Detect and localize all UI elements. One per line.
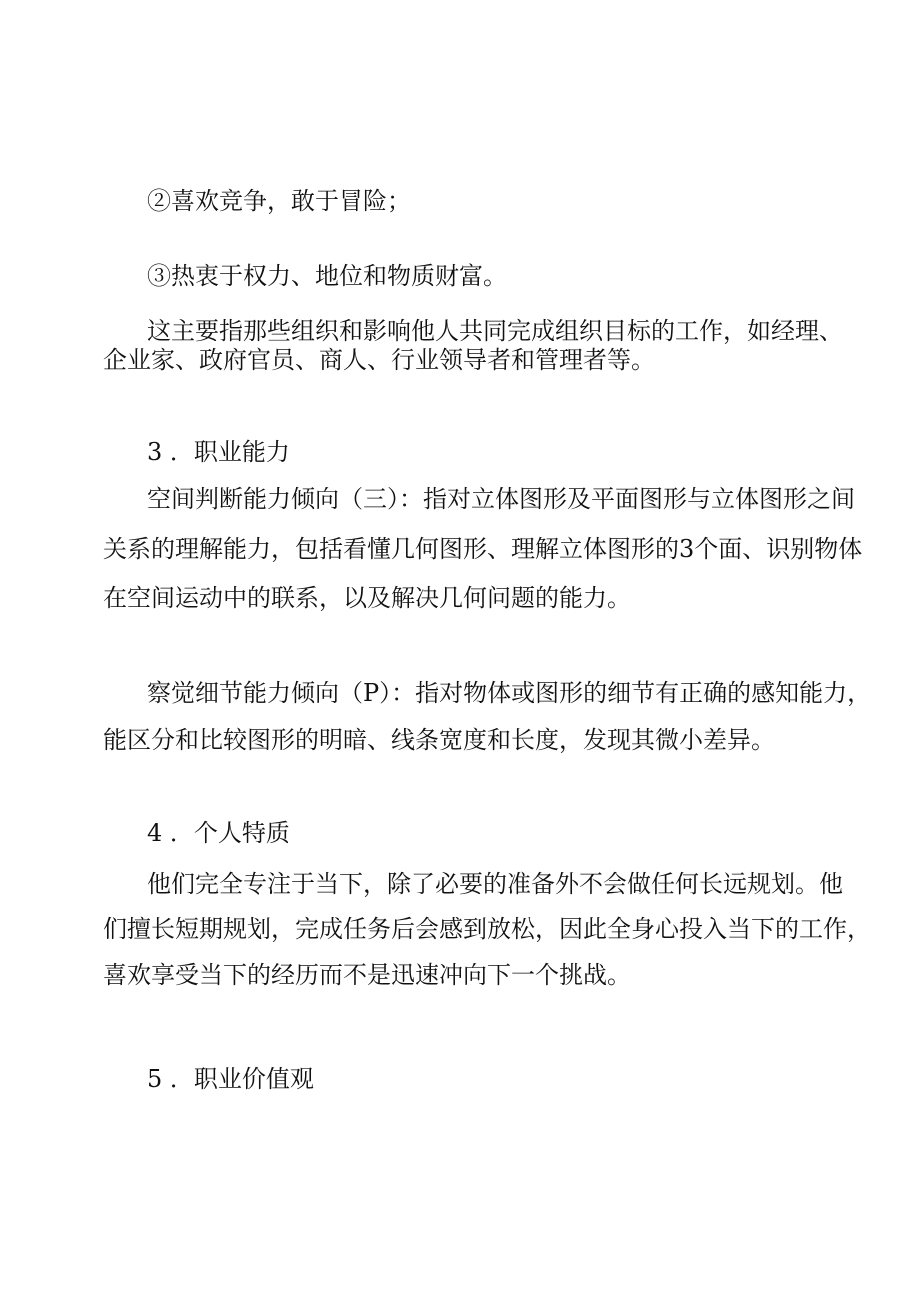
list-item-compete: ②喜欢竞争，敢于冒险； [147,187,411,215]
section-heading-ability: 3 ．职业能力 [147,438,290,466]
paragraph-line: 察觉细节能力倾向（P）：指对物体或图形的细节有正确的感知能力， [147,679,872,707]
section-heading-values: 5 ．职业价值观 [147,1065,314,1093]
paragraph-line: 企业家、政府官员、商人、行业领导者和管理者等。 [103,346,655,374]
paragraph-line: 能区分和比较图形的明暗、线条宽度和长度，发现其微小差异。 [103,726,775,754]
paragraph-line: 喜欢享受当下的经历而不是迅速冲向下一个挑战。 [103,961,631,989]
paragraph-line: 关系的理解能力，包括看懂几何图形、理解立体图形的3个面、识别物体 [103,535,863,563]
paragraph-line: 他们完全专注于当下，除了必要的准备外不会做任何长远规划。他 [147,870,843,898]
paragraph-line: 们擅长短期规划，完成任务后会感到放松，因此全身心投入当下的工作， [103,915,871,943]
section-heading-traits: 4 ．个人特质 [147,819,290,847]
paragraph-line: 这主要指那些组织和影响他人共同完成组织目标的工作，如经理、 [147,317,843,345]
paragraph-line: 在空间运动中的联系，以及解决几何问题的能力。 [103,584,631,612]
paragraph-line: 空间判断能力倾向（三）：指对立体图形及平面图形与立体图形之间 [147,485,855,513]
list-item-power: ③热衷于权力、地位和物质财富。 [147,262,507,290]
